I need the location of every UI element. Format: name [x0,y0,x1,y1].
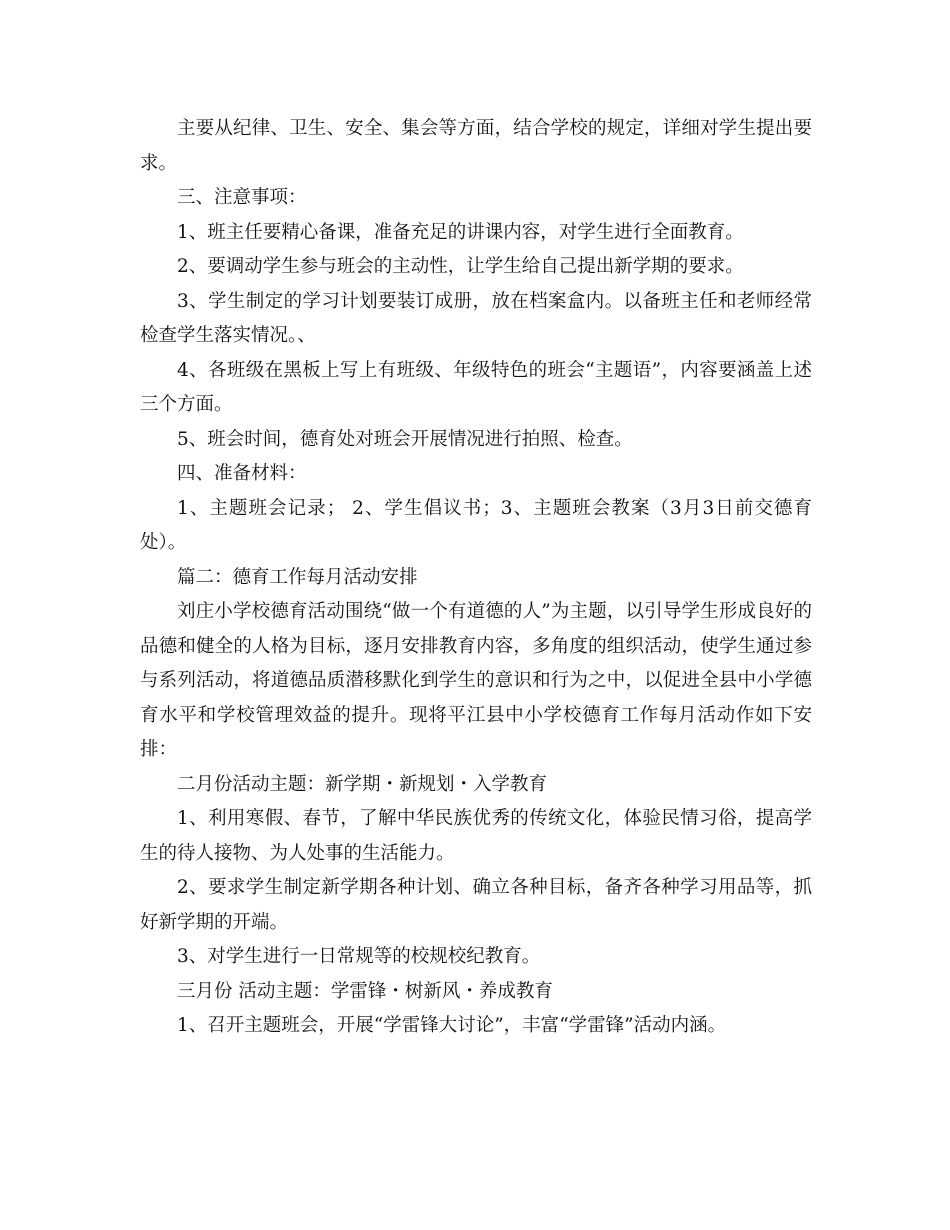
february-item-3: 3、对学生进行一日常规等的校规校纪教育。 [177,946,541,967]
february-theme: 二月份活动主题：新学期・新规划・入学教育 [177,773,548,795]
paragraph-intro: 刘庄小学校德育活动围绕“做一个有道德的人”为主题，以引导学生形成良好的品德和健全的人格为目标，逐月安排教育内容，多角度的组织活动，使学生通过参与系列活动，将道德品质潜移默化到学生的意识和行为之中，以促进全县中小学德育水平和学校管理效益的提升。现将平江县中小学校德育工作每月活动作如下安排： [140,601,812,760]
february-item-1: 1、利用寒假、春节，了解中华民族优秀的传统文化，体验民情习俗，提高学生的待人接物、为人处事的生活能力。 [140,808,812,864]
paragraph-discipline-requirements: 主要从纪律、卫生、安全、集会等方面，结合学校的规定，详细对学生提出要求。 [140,118,812,174]
note-item-3: 3、学生制定的学习计划要装订成册，放在档案盒内。以备班主任和老师经常检查学生落实情况。、 [140,290,812,346]
materials-list: 1、主题班会记录； 2、学生倡议书；3、主题班会教案（3月3日前交德育处）。 [140,497,812,553]
document-page [140,112,812,1044]
note-item-1: 1、班主任要精心备课，准备充足的讲课内容，对学生进行全面教育。 [177,221,744,243]
note-item-4: 4、各班级在黑板上写上有班级、年级特色的班会“主题语”，内容要涵盖上述三个方面。 [140,359,812,415]
march-item-1: 1、召开主题班会，开展“学雷锋大讨论”，丰富“学雷锋”活动内涵。 [177,1015,727,1036]
note-item-5: 5、班会时间，德育处对班会开展情况进行拍照、检查。 [177,428,633,450]
march-theme: 三月份 活动主题：学雷锋・树新风・养成教育 [177,980,553,1002]
note-item-2: 2、要调动学生参与班会的主动性，让学生给自己提出新学期的要求。 [177,256,744,277]
heading-materials: 四、准备材料： [177,463,307,484]
february-item-2: 2、要求学生制定新学期各种计划、确立各种目标，备齐各种学习用品等，抓好新学期的开端。 [140,877,812,933]
section-title-part-two: 篇二：德育工作每月活动安排 [177,566,418,588]
heading-notes: 三、注意事项： [177,187,307,208]
